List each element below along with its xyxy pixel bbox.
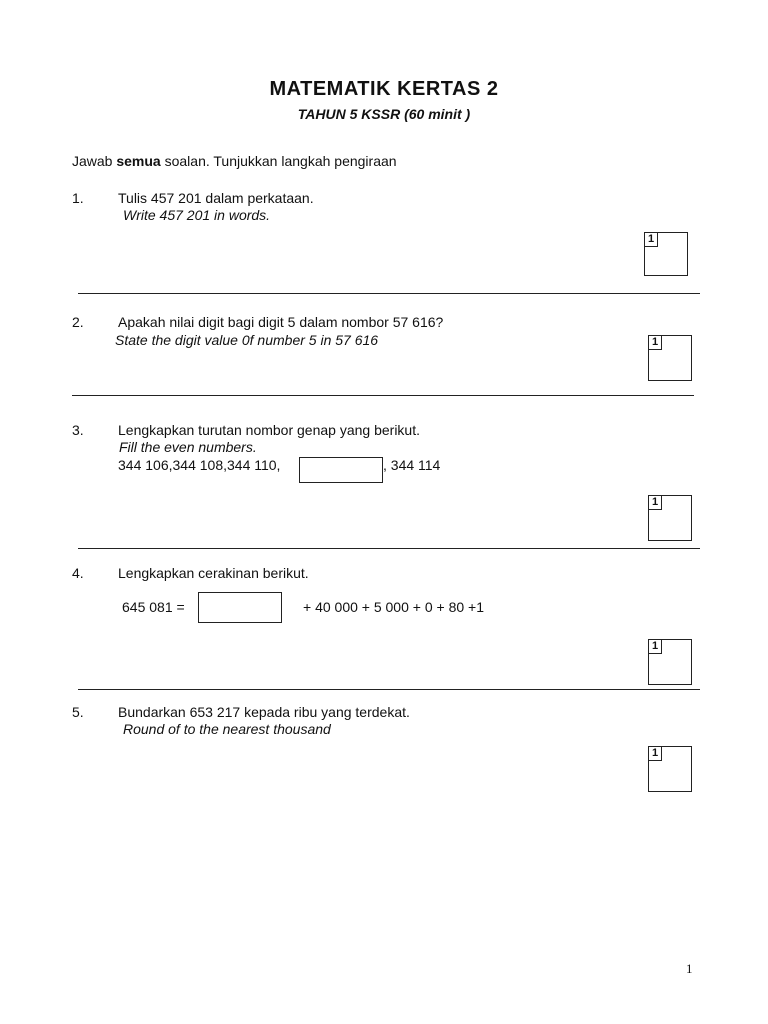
question-4-answer-box[interactable] [198,592,282,623]
page-title: MATEMATIK KERTAS 2 [269,78,499,100]
question-1-mark: 1 [645,233,658,247]
question-3-number: 3. [72,422,84,438]
question-5-mark: 1 [649,747,662,761]
page-number: 1 [686,961,693,976]
question-4-expression-right: + 40 000 + 5 000 + 0 + 80 +1 [303,599,484,615]
question-5-malay: Bundarkan 653 217 kepada ribu yang terdekat. [118,704,410,720]
question-3-mark: 1 [649,496,662,510]
question-5-number: 5. [72,704,84,720]
divider-line [78,293,700,294]
divider-line [78,548,700,549]
question-4-expression-left: 645 081 = [122,599,185,615]
question-3-malay: Lengkapkan turutan nombor genap yang berikut. [118,422,420,438]
question-1-number: 1. [72,190,84,206]
divider-line [78,689,700,690]
question-4-malay: Lengkapkan cerakinan berikut. [118,565,309,581]
question-3-sequence-start: 344 106,344 108,344 110, [118,457,281,473]
question-3-answer-box[interactable] [299,457,383,483]
question-3-sequence-end: , 344 114 [383,457,441,473]
question-2-mark-box [648,335,692,381]
question-5-mark-box [648,746,692,792]
instruction-prefix: Jawab [72,153,117,169]
divider-line [72,395,694,396]
question-2-number: 2. [72,314,84,330]
instruction-bold: semua [116,153,161,169]
question-2-english: State the digit value 0f number 5 in 57 616 [115,332,379,348]
question-3-mark-box [648,495,692,541]
instruction-suffix: soalan. Tunjukkan langkah pengiraan [160,153,397,169]
question-5-english: Round of to the nearest thousand [123,721,331,737]
question-2-mark: 1 [649,336,662,350]
question-1-mark-box [644,232,688,276]
question-3-english: Fill the even numbers. [119,439,257,455]
page-subtitle: TAHUN 5 KSSR (60 minit ) [297,106,471,122]
question-1-english: Write 457 201 in words. [123,207,271,223]
question-4-mark: 1 [649,640,662,654]
question-1-malay: Tulis 457 201 dalam perkataan. [118,190,314,206]
question-2-malay: Apakah nilai digit bagi digit 5 dalam nombor 57 616? [118,314,444,330]
question-4-number: 4. [72,565,84,581]
instructions [72,153,397,169]
question-4-mark-box [648,639,692,685]
